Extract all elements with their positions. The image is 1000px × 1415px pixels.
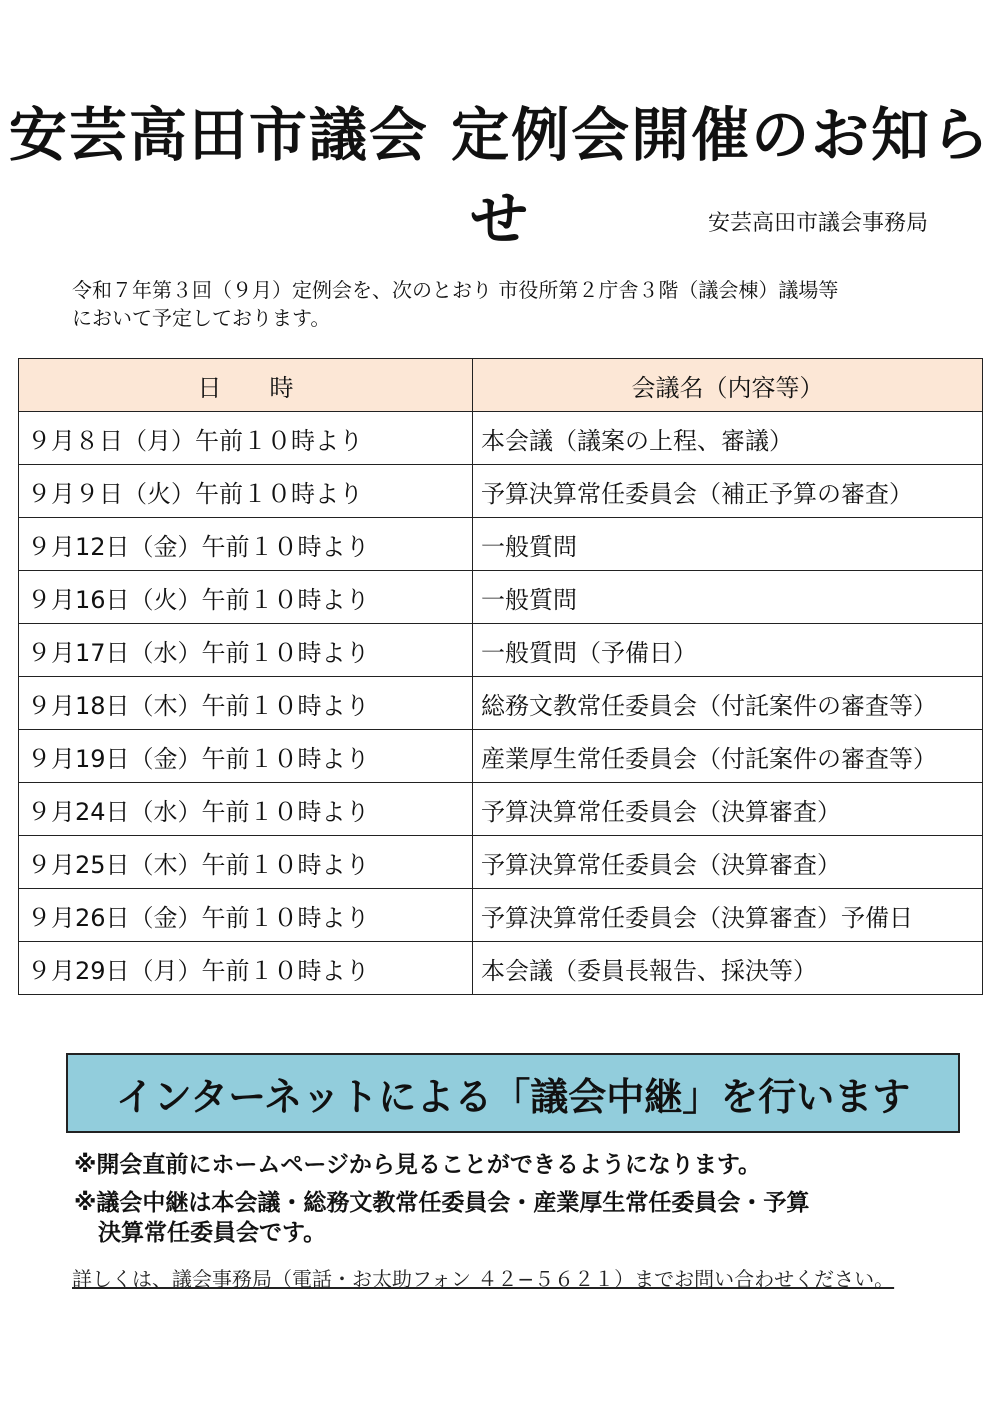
cell-datetime: ９月29日（月）午前１０時より <box>19 942 473 995</box>
header-datetime: 日 時 <box>19 359 473 412</box>
table-row <box>19 571 983 624</box>
table-row <box>19 677 983 730</box>
cell-datetime: ９月25日（木）午前１０時より <box>19 836 473 889</box>
intro-line-2: において予定しております。 <box>72 306 331 330</box>
contact-info: 詳しくは、議会事務局（電話・お太助フォン ４２−５６２１）までお問い合わせください。 <box>72 1267 895 1291</box>
cell-datetime: ９月９日（火）午前１０時より <box>19 465 473 518</box>
note-streaming-scope <box>74 1188 954 1248</box>
table-row <box>19 836 983 889</box>
cell-meeting: 一般質問（予備日） <box>473 624 983 677</box>
cell-meeting: 予算決算常任委員会（決算審査） <box>473 783 983 836</box>
cell-datetime: ９月12日（金）午前１０時より <box>19 518 473 571</box>
cell-datetime: ９月16日（火）午前１０時より <box>19 571 473 624</box>
cell-datetime: ９月24日（水）午前１０時より <box>19 783 473 836</box>
cell-meeting: 産業厚生常任委員会（付託案件の審査等） <box>473 730 983 783</box>
cell-datetime: ９月19日（金）午前１０時より <box>19 730 473 783</box>
issuer: 安芸高田市議会事務局 <box>707 211 928 236</box>
table-row <box>19 783 983 836</box>
cell-meeting: 一般質問 <box>473 518 983 571</box>
cell-meeting: 予算決算常任委員会（補正予算の審査） <box>473 465 983 518</box>
header-meeting: 会議名（内容等） <box>473 359 983 412</box>
streaming-banner: インターネットによる「議会中継」を行います <box>66 1053 960 1133</box>
cell-meeting: 予算決算常任委員会（決算審査）予備日 <box>473 889 983 942</box>
cell-datetime: ９月８日（月）午前１０時より <box>19 412 473 465</box>
intro-line-1: 令和７年第３回（９月）定例会を、次のとおり 市役所第２庁舎３階（議会棟）議場等 <box>72 278 839 302</box>
schedule-table <box>18 358 983 995</box>
table-row <box>19 465 983 518</box>
cell-datetime: ９月17日（水）午前１０時より <box>19 624 473 677</box>
note-streaming-line-1: ※議会中継は本会議・総務文教常任委員会・産業厚生常任委員会・予算 <box>74 1190 810 1216</box>
cell-meeting: 一般質問 <box>473 571 983 624</box>
cell-datetime: ９月18日（木）午前１０時より <box>19 677 473 730</box>
table-row <box>19 889 983 942</box>
intro-text <box>72 276 942 332</box>
cell-meeting: 本会議（委員長報告、採決等） <box>473 942 983 995</box>
cell-datetime: ９月26日（金）午前１０時より <box>19 889 473 942</box>
table-header-row <box>19 359 983 412</box>
table-row <box>19 942 983 995</box>
table-row <box>19 518 983 571</box>
table-row <box>19 624 983 677</box>
note-streaming-line-2: 決算常任委員会です。 <box>98 1220 327 1246</box>
table-row <box>19 412 983 465</box>
note-homepage: ※開会直前にホームページから見ることができるようになります。 <box>74 1152 762 1178</box>
cell-meeting: 予算決算常任委員会（決算審査） <box>473 836 983 889</box>
page-title: 安芸高田市議会 定例会開催のお知らせ <box>8 101 992 253</box>
table-row <box>19 730 983 783</box>
cell-meeting: 本会議（議案の上程、審議） <box>473 412 983 465</box>
cell-meeting: 総務文教常任委員会（付託案件の審査等） <box>473 677 983 730</box>
